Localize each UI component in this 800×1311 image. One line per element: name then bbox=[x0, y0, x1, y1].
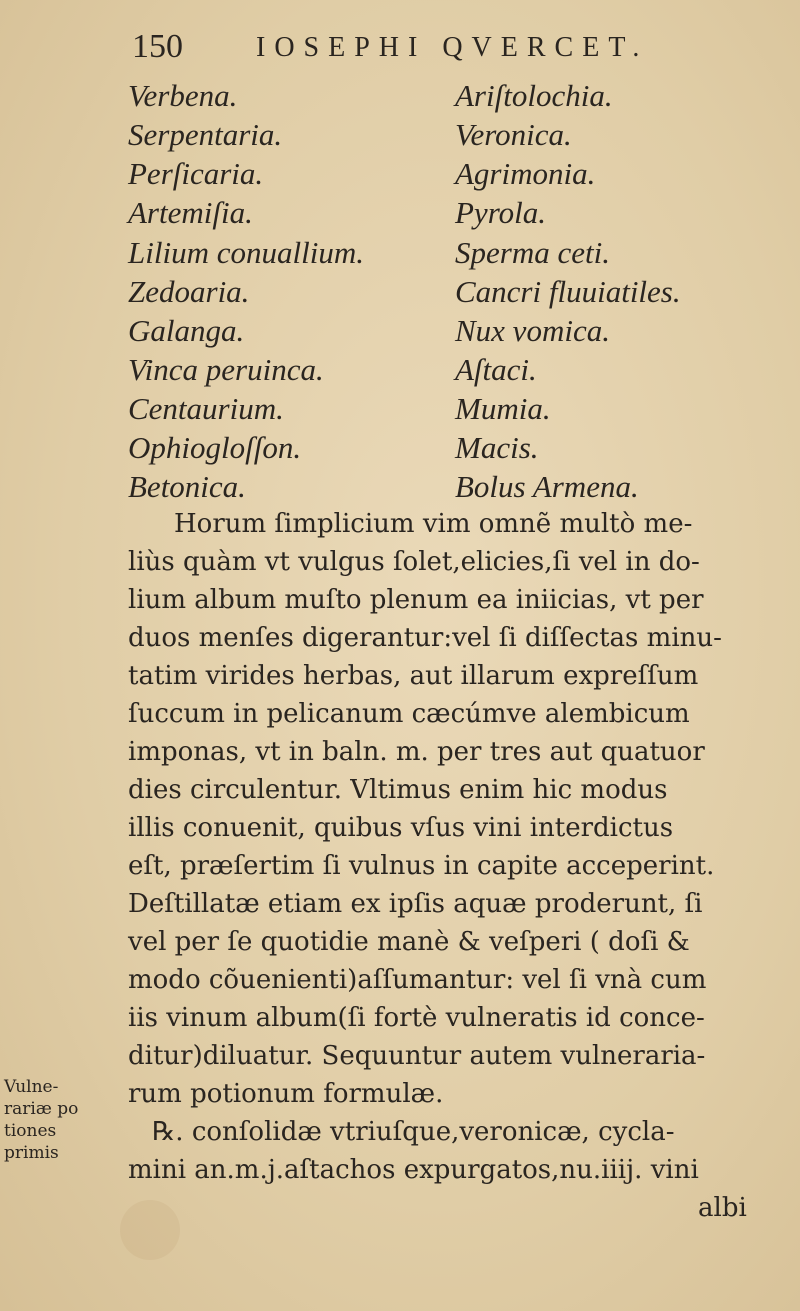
catchword: albi bbox=[698, 1193, 747, 1223]
list-item: Serpentaria. bbox=[128, 117, 283, 152]
list-item: Macis. bbox=[455, 430, 539, 465]
text-line: dies circulentur. Vltimus enim hic modus bbox=[128, 775, 668, 805]
text-line: iis vinum album(ſi fortè vulneratis id conce- bbox=[128, 1003, 705, 1033]
margin-note-line: primis bbox=[4, 1143, 59, 1163]
list-item: Lilium conuallium. bbox=[128, 235, 364, 270]
margin-note-line: rariæ po bbox=[4, 1099, 79, 1119]
list-item: Sperma ceti. bbox=[455, 235, 610, 270]
list-item: Pyrola. bbox=[455, 195, 546, 230]
text-line: duos menſes digerantur:vel ſi diſſectas minu- bbox=[128, 623, 722, 653]
list-item: Betonica. bbox=[128, 469, 246, 504]
text-line: Horum ſimplicium vim omnẽ multò me- bbox=[174, 509, 693, 539]
list-item: Agrimonia. bbox=[455, 156, 596, 191]
margin-note-line: Vulne- bbox=[4, 1077, 59, 1097]
text-line: rum potionum formulæ. bbox=[128, 1079, 444, 1109]
text-line: imponas, vt in baln. m. per tres aut quatuor bbox=[128, 737, 705, 767]
text-line: liùs quàm vt vulgus ſolet,elicies,ſi vel in do- bbox=[128, 547, 700, 577]
text-line: mini an.m.j.aſtachos expurgatos,nu.iiij. vini bbox=[128, 1155, 699, 1185]
text-line: modo cõuenienti)aſſumantur: vel ſi vnà cum bbox=[128, 965, 707, 995]
list-item: Zedoaria. bbox=[128, 274, 250, 309]
list-item: Veronica. bbox=[455, 117, 572, 152]
list-item: Mumia. bbox=[455, 391, 551, 426]
list-item: Vinca peruinca. bbox=[128, 352, 324, 387]
text-line: eſt, præſertim ſi vulnus in capite acceperint. bbox=[128, 851, 715, 881]
list-item: Perſicaria. bbox=[128, 156, 264, 191]
list-item: Ophiogloſſon. bbox=[128, 430, 302, 465]
list-item: Cancri fluuiatiles. bbox=[455, 274, 681, 309]
text-line: illis conuenit, quibus vſus vini interdictus bbox=[128, 813, 674, 843]
list-item: Verbena. bbox=[128, 78, 238, 113]
running-title: IOSEPHI QVERCET. bbox=[256, 32, 649, 63]
paper-stain bbox=[120, 1200, 180, 1260]
list-item: Bolus Armena. bbox=[455, 469, 639, 504]
text-line: tatim virides herbas, aut illarum expreſſum bbox=[128, 661, 699, 691]
text-line: ℞. conſolidæ vtriuſque,veronicæ, cycla- bbox=[152, 1117, 675, 1147]
list-item: Aſtaci. bbox=[455, 352, 537, 387]
text-line: lium album muſto plenum ea iniicias, vt per bbox=[128, 585, 704, 615]
list-item: Artemiſia. bbox=[128, 195, 253, 230]
list-item: Centaurium. bbox=[128, 391, 284, 426]
text-line: ditur)diluatur. Sequuntur autem vulneraria- bbox=[128, 1041, 706, 1071]
list-item: Ariſtolochia. bbox=[455, 78, 613, 113]
page-number: 150 bbox=[132, 28, 183, 65]
list-item: Galanga. bbox=[128, 313, 245, 348]
text-line: ſuccum in pelicanum cæcúmve alembicum bbox=[128, 699, 690, 729]
list-item: Nux vomica. bbox=[455, 313, 610, 348]
margin-note bbox=[4, 1076, 104, 1164]
text-line: vel per ſe quotidie manè & veſperi ( doſi & bbox=[128, 927, 690, 957]
text-line: Deſtillatæ etiam ex ipſis aquæ proderunt, ſi bbox=[128, 889, 703, 919]
running-header bbox=[132, 28, 692, 70]
margin-note-line: tiones bbox=[4, 1121, 57, 1141]
